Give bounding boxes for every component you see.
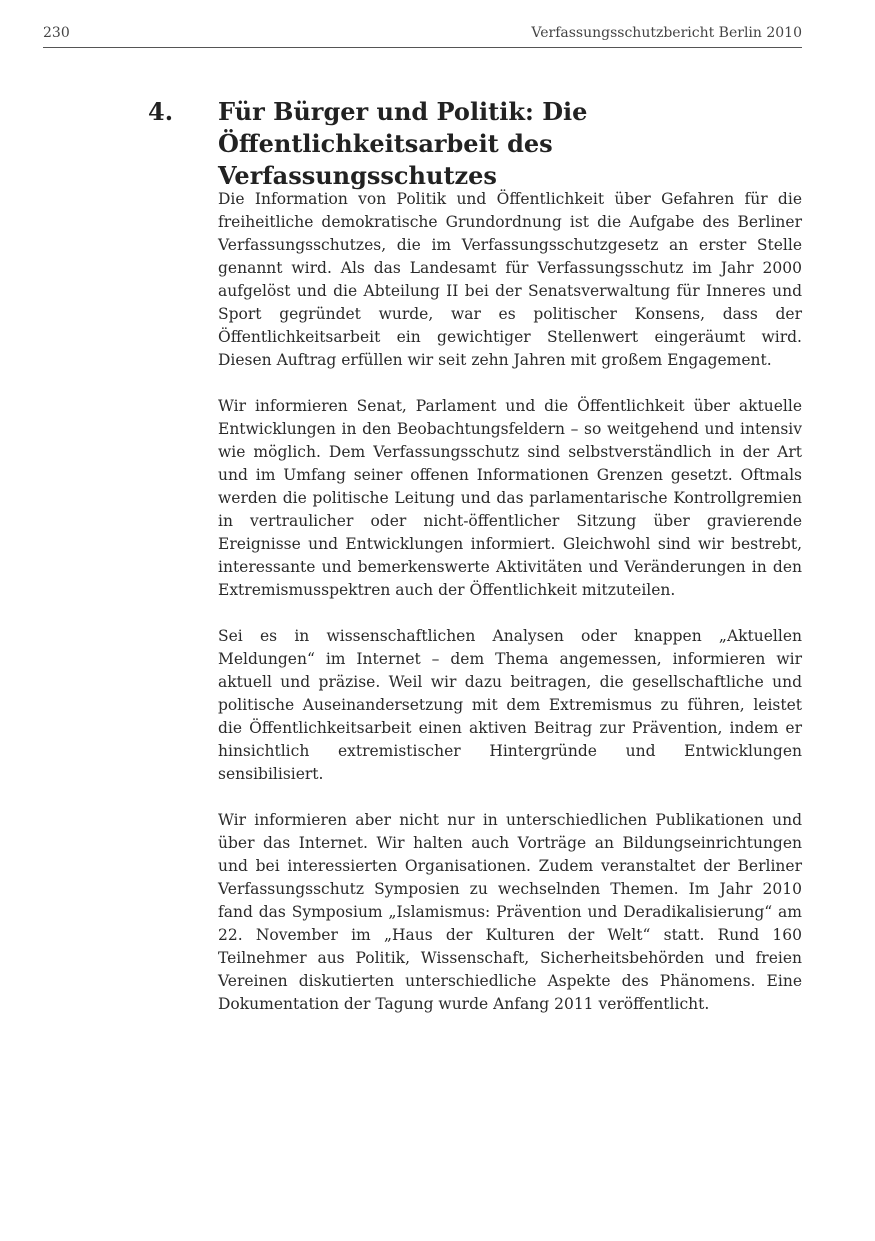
- section-title: Für Bürger und Politik: Die Öffentlichkeitsarbeit des Verfassungsschutzes: [218, 97, 588, 190]
- paragraph: Wir informieren Senat, Parlament und die Öffentlichkeit über aktuelle Entwicklungen in den Beobachtungsfeldern – so weitgehend und intensiv wie möglich. Dem Verfassungsschutz sind selbstverständlich in der Art und im Umfang seiner offenen Informationen Grenzen gesetzt. Oftmals werden die politische Leitung und das parlamentarische Kontrollgremien in vertraulicher oder nicht-öffentlicher Sitzung über gravierende Ereignisse und Entwicklungen informiert. Gleichwohl sind wir bestrebt, interessante und bemerkenswerte Aktivitäten und Veränderungen in den Extremismusspektren auch der Öffentlichkeit mitzuteilen.: [218, 397, 802, 599]
- running-title: Verfassungsschutzbericht Berlin 2010: [531, 25, 802, 41]
- page-number: 230: [43, 25, 70, 41]
- paragraph: Sei es in wissenschaftlichen Analysen oder knappen „Aktuellen Meldungen“ im Internet – dem Thema angemessen, informieren wir aktuell und präzise. Weil wir dazu beitragen, die gesellschaftliche und politische Auseinandersetzung mit dem Extremismus zu führen, leistet die Öffentlichkeitsarbeit einen aktiven Beitrag zur Prävention, indem er hinsichtlich extremistischer Hintergründe und Entwicklungen sensibilisiert.: [218, 627, 802, 783]
- section-number: 4.: [148, 97, 174, 126]
- page-header: [43, 24, 802, 48]
- body-text: [218, 188, 802, 1039]
- paragraph: Die Information von Politik und Öffentlichkeit über Gefahren für die freiheitliche demokratische Grundordnung ist die Aufgabe des Berliner Verfassungsschutzes, die im Verfassungsschutzgesetz an erster Stelle genannt wird. Als das Landesamt für Verfassungsschutz im Jahr 2000 aufgelöst und die Abteilung II bei der Senatsverwaltung für Inneres und Sport gegründet wurde, war es politischer Konsens, dass der Öffentlichkeitsarbeit ein gewichtiger Stellenwert eingeräumt wird. Diesen Auftrag erfüllen wir seit zehn Jahren mit großem Engagement.: [218, 190, 802, 369]
- paragraph: Wir informieren aber nicht nur in unterschiedlichen Publikationen und über das Internet. Wir halten auch Vorträge an Bildungseinrichtungen und bei interessierten Organisationen. Zudem veranstaltet der Berliner Verfassungsschutz Symposien zu wechselnden Themen. Im Jahr 2010 fand das Symposium „Islamismus: Prävention und Deradikalisierung“ am 22. November im „Haus der Kulturen der Welt“ statt. Rund 160 Teilnehmer aus Politik, Wissenschaft, Sicherheitsbehörden und freien Vereinen diskutierten unterschiedliche Aspekte des Phänomens. Eine Dokumentation der Tagung wurde Anfang 2011 veröffentlicht.: [218, 811, 802, 1013]
